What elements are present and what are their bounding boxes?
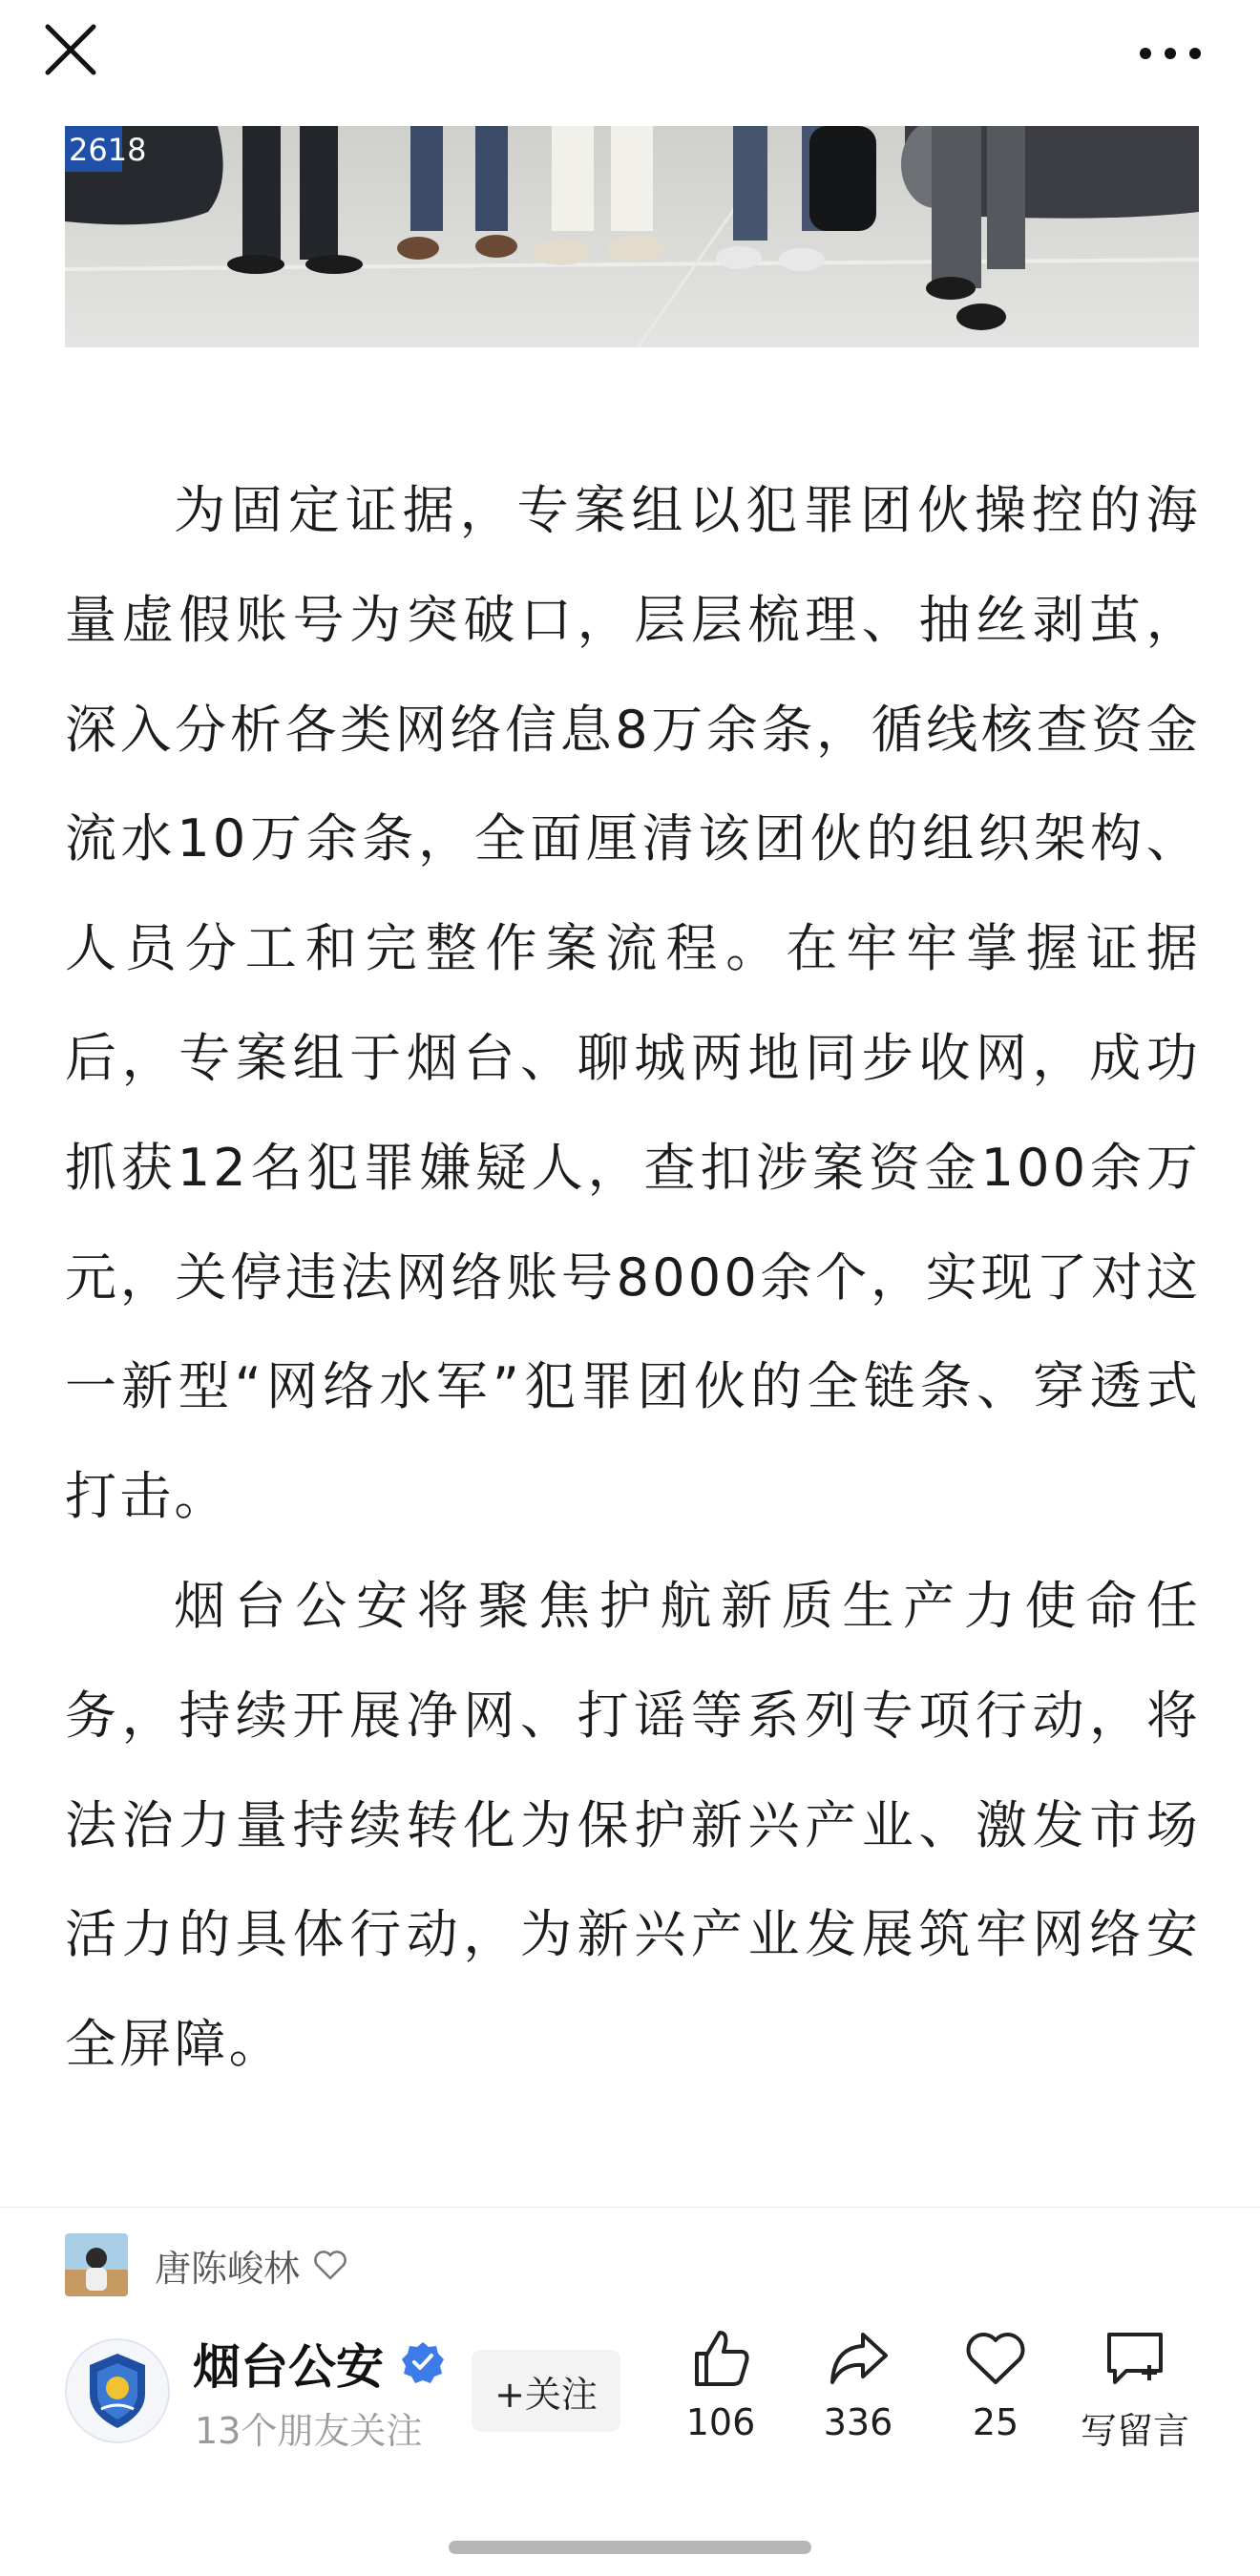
thumbs-up-icon	[687, 2325, 754, 2392]
heart-outline-icon	[311, 2246, 349, 2284]
comment-button[interactable]	[1073, 2325, 1197, 2459]
more-dots-icon[interactable]	[1132, 34, 1208, 73]
share-button[interactable]	[796, 2325, 920, 2459]
verified-badge-icon	[401, 2340, 445, 2384]
comment-icon	[1102, 2325, 1168, 2392]
close-icon[interactable]	[42, 21, 99, 78]
like-count: 106	[685, 2401, 756, 2443]
article-body	[65, 456, 1201, 2100]
follow-button[interactable]: +关注	[472, 2350, 620, 2432]
account-name[interactable]: 烟台公安	[193, 2339, 384, 2395]
like-button[interactable]	[659, 2325, 783, 2459]
avatar	[65, 2233, 128, 2296]
article-paragraph: 为固定证据，专案组以犯罪团伙操控的海量虚假账号为突破口，层层梳理、抽丝剥茧，深入分析各类网络信息8万余条，循线核查资金流水10万余条，全面厘清该团伙的组织架构、人员分工和完整作案流程。在牢牢掌握证据后，专案组于烟台、聊城两地同步收网，成功抓获12名犯罪嫌疑人，查扣涉案资金100余万元，关停违法网络账号8000余个，实现了对这一新型“网络水军”犯罪团伙的全链条、穿透式打击。	[65, 480, 1201, 1527]
divider	[0, 2207, 1260, 2208]
home-indicator[interactable]	[449, 2541, 811, 2554]
liker-name: 唐陈峻林	[155, 2247, 301, 2290]
article-photo	[65, 126, 1199, 347]
favorite-button[interactable]	[934, 2325, 1058, 2459]
comment-label: 写留言	[1080, 2410, 1189, 2452]
share-icon	[825, 2325, 892, 2392]
favorite-count: 25	[972, 2401, 1019, 2443]
liker-row[interactable]	[65, 2233, 349, 2296]
account-logo[interactable]	[65, 2338, 170, 2443]
license-plate: 2618	[69, 132, 147, 168]
account-followers: 13个朋友关注	[195, 2410, 423, 2452]
share-count: 336	[823, 2401, 893, 2443]
article-paragraph: 烟台公安将聚焦护航新质生产力使命任务，持续开展净网、打谣等系列专项行动，将法治力量持续转化为保护新兴产业、激发市场活力的具体行动，为新兴产业发展筑牢网络安全屏障。	[65, 1575, 1201, 2075]
heart-icon	[962, 2325, 1029, 2392]
